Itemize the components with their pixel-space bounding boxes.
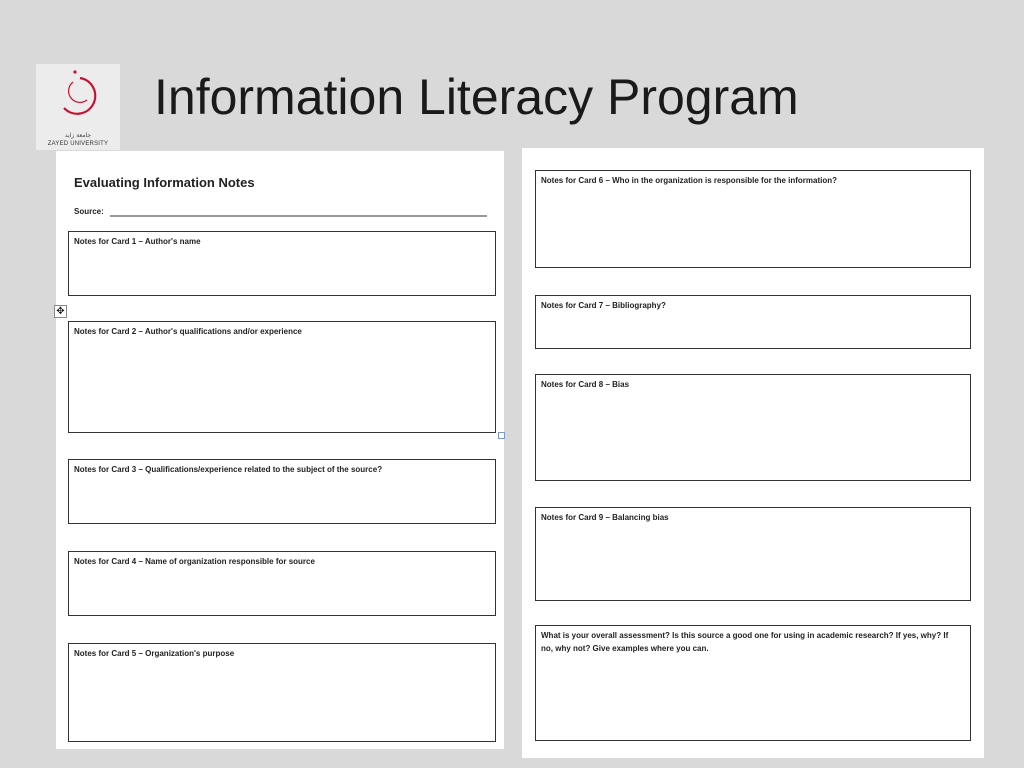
slide-title: Information Literacy Program [154, 69, 799, 125]
card-5-label: Notes for Card 5 – Organization's purpose [74, 649, 235, 658]
right-form-page [522, 148, 984, 758]
source-label: Source: [74, 207, 104, 216]
source-input-line[interactable] [110, 215, 487, 217]
logo-crescent-icon [36, 64, 120, 132]
overall-assessment-label: What is your overall assessment? Is this source a good one for using in academic research? If yes, why? If no, why not? Give examples where you can. [541, 631, 949, 653]
card-6-notes-box[interactable] [535, 170, 971, 268]
card-7-notes-box[interactable] [535, 295, 971, 349]
card-5-notes-box[interactable] [68, 643, 496, 742]
left-form-page [56, 151, 504, 749]
card-8-notes-box[interactable] [535, 374, 971, 481]
card-4-label: Notes for Card 4 – Name of organization responsible for source [74, 557, 315, 566]
card-3-label: Notes for Card 3 – Qualifications/experience related to the subject of the source? [74, 465, 383, 474]
logo-english-text: ZAYED UNIVERSITY [47, 141, 109, 147]
card-2-notes-box[interactable] [68, 321, 496, 433]
zayed-university-logo [36, 64, 120, 150]
form-title: Evaluating Information Notes [74, 175, 255, 190]
overall-assessment-box[interactable] [535, 625, 971, 741]
card-2-label: Notes for Card 2 – Author's qualifications and/or experience [74, 327, 302, 336]
move-arrows-icon[interactable]: ✥ [54, 305, 67, 318]
card-9-label: Notes for Card 9 – Balancing bias [541, 513, 669, 522]
card-6-label: Notes for Card 6 – Who in the organization is responsible for the information? [541, 176, 838, 185]
card-3-notes-box[interactable] [68, 459, 496, 524]
card-9-notes-box[interactable] [535, 507, 971, 601]
card-1-notes-box[interactable] [68, 231, 496, 296]
card-4-notes-box[interactable] [68, 551, 496, 616]
logo-arabic-text: جامعة زايد [64, 132, 92, 139]
card-1-label: Notes for Card 1 – Author's name [74, 237, 201, 246]
card-7-label: Notes for Card 7 – Bibliography? [541, 301, 666, 310]
card-8-label: Notes for Card 8 – Bias [541, 380, 630, 389]
resize-handle-icon[interactable] [498, 432, 505, 439]
